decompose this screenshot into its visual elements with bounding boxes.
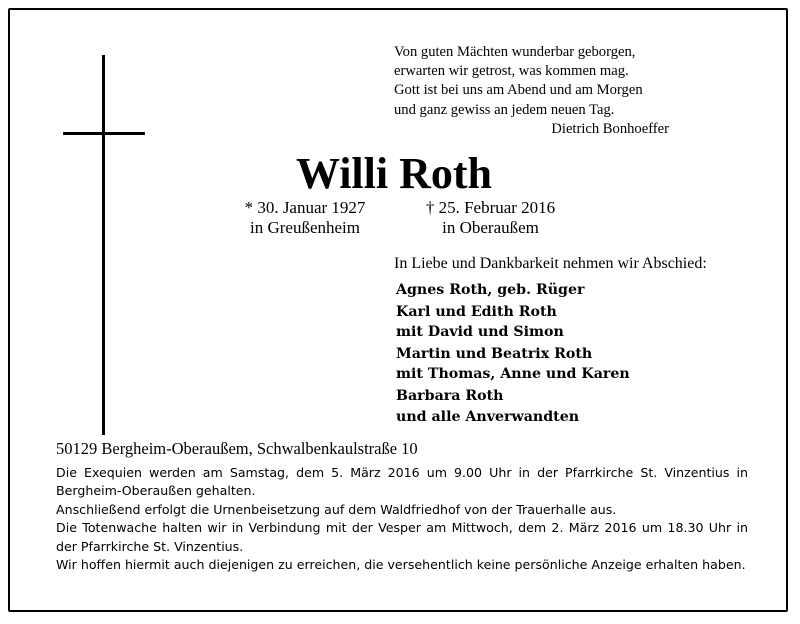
mourner-group (396, 302, 630, 343)
poem-line: erwarten wir getrost, was kommen mag. (394, 63, 629, 80)
poem-line: Von guten Mächten wunderbar geborgen, (394, 44, 636, 60)
mourner-line: mit Thomas, Anne und Karen (396, 366, 630, 382)
poem-line: Gott ist bei uns am Abend und am Morgen (394, 82, 643, 99)
service-info (56, 464, 748, 574)
mourner-line: Barbara Roth (396, 387, 504, 404)
info-paragraph: Die Exequien werden am Samstag, dem 5. März 2016 um 9.00 Uhr in der Pfarrkirche St. Vinzentius in Bergheim-Oberaußen gehalten. (56, 465, 748, 499)
mourner-group (396, 344, 630, 385)
cross-icon-vertical (102, 55, 105, 435)
info-paragraph: Die Totenwache halten wir in Verbindung mit der Vesper am Mittwoch, dem 2. März 2016 um 18.30 Uhr in der Pfarrkirche St. Vinzentius. (56, 520, 748, 554)
birth-place: in Greußenheim (250, 218, 360, 237)
death-date: † 25. Februar 2016 (425, 198, 556, 217)
poem-line: und ganz gewiss an jedem neuen Tag. (394, 101, 615, 118)
mourner-group (396, 280, 630, 301)
mourner-group (396, 386, 630, 407)
mourners-list (396, 280, 630, 429)
deceased-name: Willi Roth (296, 149, 493, 198)
mourner-line: und alle Anverwandten (396, 409, 580, 425)
birth-date: * 30. Januar 1927 (244, 198, 366, 217)
mourner-group (396, 407, 630, 428)
mourner-line: mit David und Simon (396, 324, 564, 340)
mourner-line: Agnes Roth, geb. Rüger (396, 282, 585, 298)
poem-quote (394, 43, 669, 139)
cross-icon-horizontal (63, 132, 145, 135)
mourner-line: Karl und Edith Roth (396, 303, 557, 320)
farewell-text: In Liebe und Dankbarkeit nehmen wir Abschied: (394, 255, 707, 272)
birth-info (238, 198, 372, 238)
info-paragraph: Wir hoffen hiermit auch diejenigen zu erreichen, die versehentlich keine persönliche Anzeige erhalten haben. (56, 557, 746, 573)
info-paragraph: Anschließend erfolgt die Urnenbeisetzung auf dem Waldfriedhof von der Trauerhalle aus. (56, 501, 617, 517)
death-info (418, 198, 563, 238)
death-place: in Oberaußem (442, 218, 539, 237)
poem-author: Dietrich Bonhoeffer (551, 120, 669, 137)
mourner-line: Martin und Beatrix Roth (396, 345, 593, 362)
family-address: 50129 Bergheim-Oberaußem, Schwalbenkaulstraße 10 (56, 439, 418, 458)
